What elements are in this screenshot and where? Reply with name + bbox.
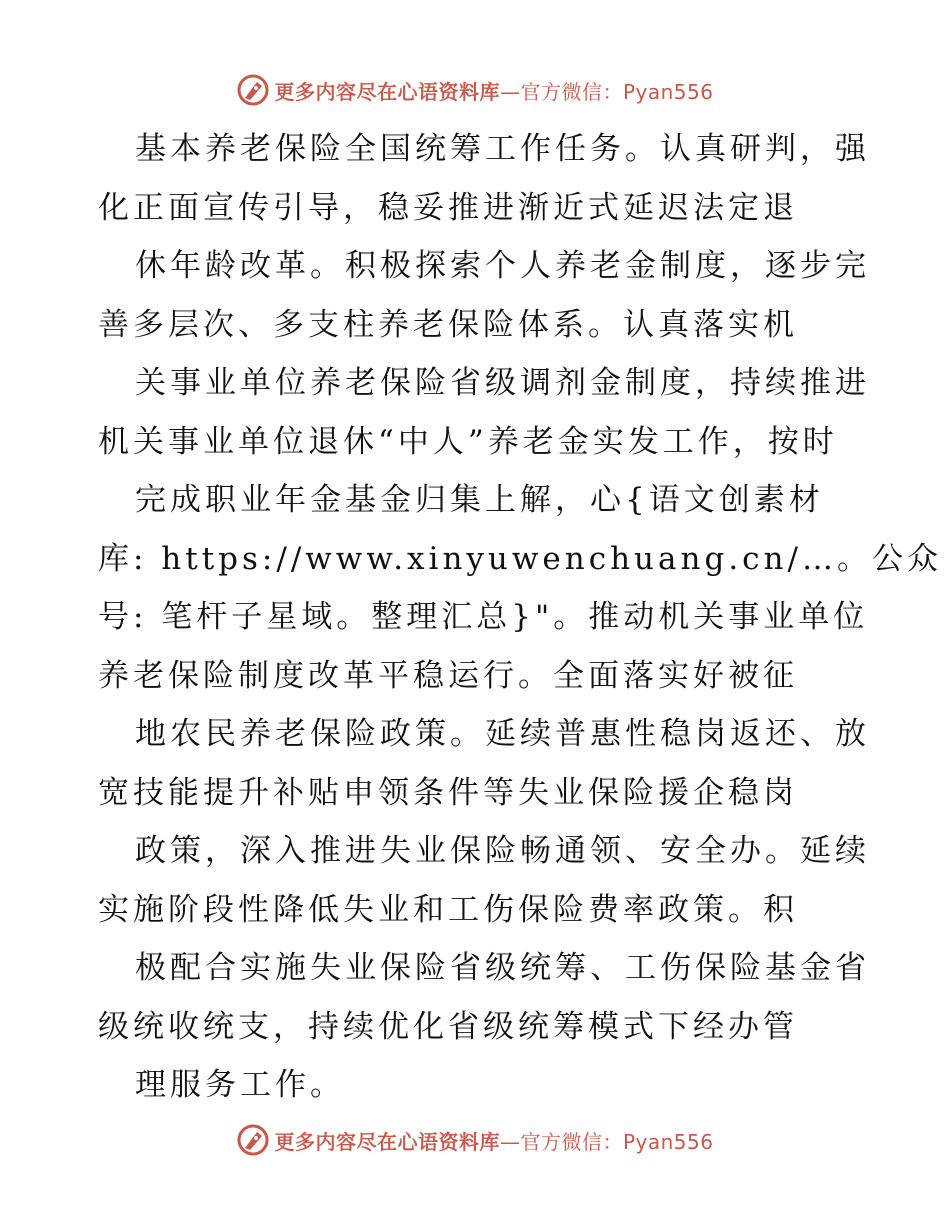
body-line: 休年龄改革。积极探索个人养老金制度，逐步完 bbox=[135, 248, 870, 284]
body-line: 理服务工作。 bbox=[135, 1067, 345, 1103]
body-line: 关事业单位养老保险省级调剂金制度，持续推进 bbox=[135, 365, 870, 401]
body-line: 极配合实施失业保险省级统筹、工伤保险基金省 bbox=[135, 950, 870, 986]
header-brand-text: 更多内容尽在心语资料库 bbox=[274, 79, 500, 104]
body-line: 地农民养老保险政策。延续普惠性稳岗返还、放 bbox=[135, 716, 870, 752]
header-banner bbox=[0, 70, 950, 110]
footer-banner bbox=[0, 1120, 950, 1160]
body-line: 基本养老保险全国统筹工作任务。认真研判，强 bbox=[135, 131, 870, 167]
header-wechat-text: 官方微信：Pyan556 bbox=[520, 79, 714, 104]
body-line: 号: 笔杆子星域。整理汇总}"。推动机关事业单位 bbox=[98, 599, 869, 635]
footer-banner-text bbox=[274, 1126, 713, 1155]
body-line: 实施阶段性降低失业和工伤保险费率政策。积 bbox=[98, 891, 798, 928]
footer-wechat-text: 官方微信：Pyan556 bbox=[520, 1129, 714, 1154]
header-separator: — bbox=[499, 79, 521, 104]
footer-separator: — bbox=[499, 1129, 521, 1154]
body-line: 完成职业年金基金归集上解，心{语文创素材 bbox=[135, 482, 824, 518]
body-line: 机关事业单位退休“中人”养老金实发工作，按时 bbox=[98, 423, 838, 460]
logo-icon bbox=[236, 73, 270, 107]
logo-icon bbox=[236, 1123, 270, 1157]
body-line: 政策，深入推进失业保险畅通领、安全办。延续 bbox=[135, 833, 870, 869]
body-line: 善多层次、多支柱养老保险体系。认真落实机 bbox=[98, 306, 798, 343]
body-line: 宽技能提升补贴申领条件等失业保险援企稳岗 bbox=[98, 774, 798, 811]
header-banner-text bbox=[274, 76, 713, 105]
body-line: 养老保险制度改革平稳运行。全面落实好被征 bbox=[98, 657, 798, 694]
body-line: 化正面宣传引导，稳妥推进渐近式延迟法定退 bbox=[98, 189, 798, 226]
document-body bbox=[98, 120, 942, 1115]
body-line: 级统收统支，持续优化省级统筹模式下经办管 bbox=[98, 1008, 798, 1045]
body-line: 库: https://www.xinyuwenchuang.cn/…。公众 bbox=[98, 540, 942, 577]
footer-brand-text: 更多内容尽在心语资料库 bbox=[274, 1129, 500, 1154]
